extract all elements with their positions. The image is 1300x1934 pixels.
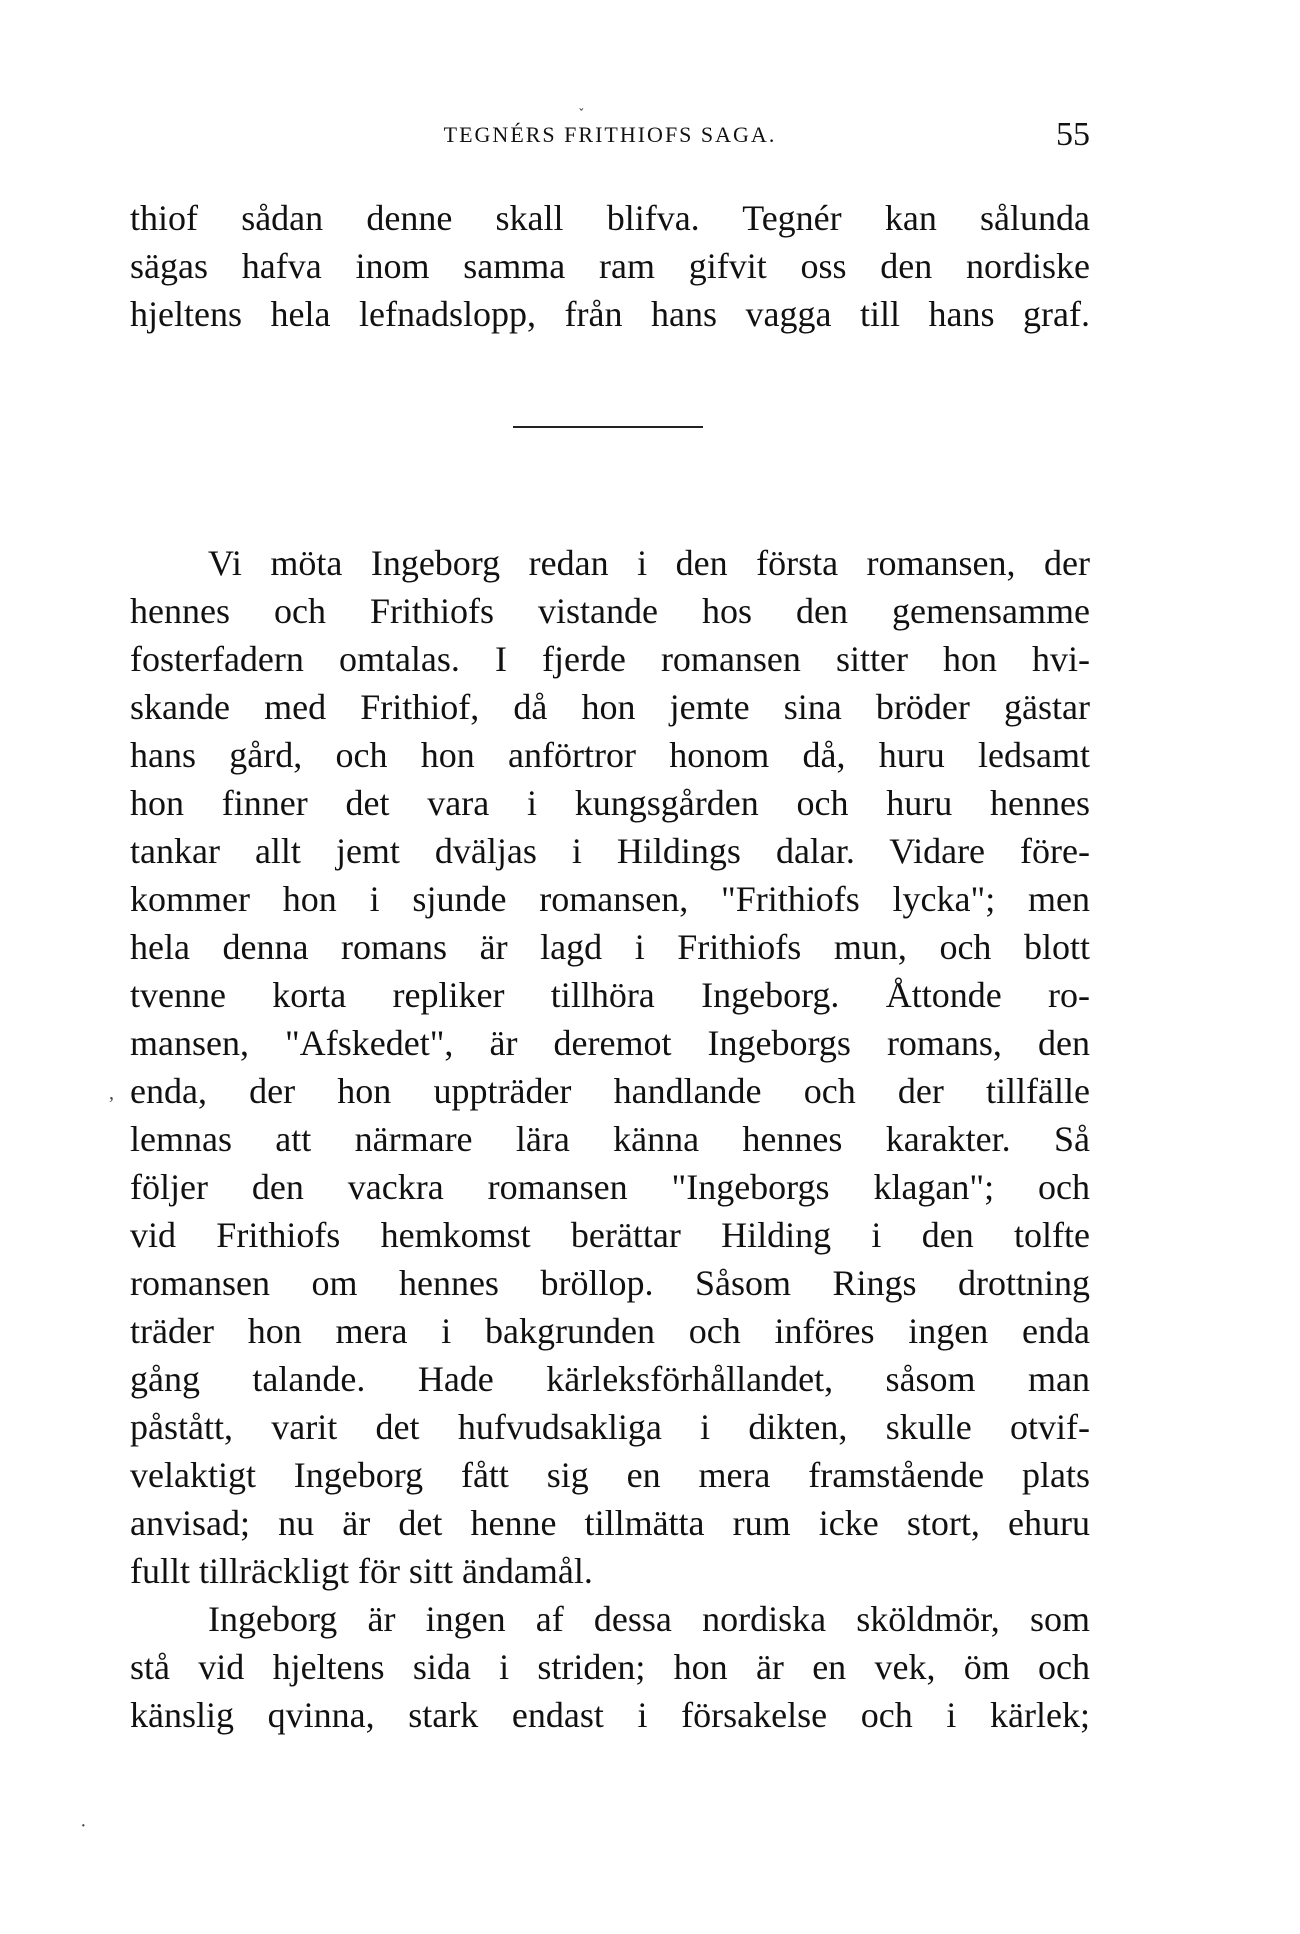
text-line: skande med Frithiof, då hon jemte sina bröder gästar bbox=[130, 687, 1090, 727]
text-line: hela denna romans är lagd i Frithiofs mun, och blott bbox=[130, 927, 1090, 967]
text-line: fullt tillräckligt för sitt ändamål. bbox=[130, 1551, 593, 1591]
text-line: romansen om hennes bröllop. Såsom Rings drottning bbox=[130, 1263, 1090, 1303]
text-line: känslig qvinna, stark endast i försakelse och i kärlek; bbox=[130, 1695, 1090, 1735]
text-line: vid Frithiofs hemkomst berättar Hilding i den tolfte bbox=[130, 1215, 1090, 1255]
text-line: kommer hon i sjunde romansen, "Frithiofs lycka"; men bbox=[130, 879, 1090, 919]
text-line: fosterfadern omtalas. I fjerde romansen sitter hon hvi- bbox=[130, 639, 1090, 679]
text-line: stå vid hjeltens sida i striden; hon är en vek, öm och bbox=[130, 1647, 1090, 1687]
text-line: velaktigt Ingeborg fått sig en mera framstående plats bbox=[130, 1455, 1090, 1495]
running-title: TEGNÉRS FRITHIOFS SAGA. bbox=[443, 122, 777, 147]
text-line: hon finner det vara i kungsgården och huru hennes bbox=[130, 783, 1090, 823]
text-line: anvisad; nu är det henne tillmätta rum icke stort, ehuru bbox=[130, 1503, 1090, 1543]
paragraph-first-line: Ingeborg är ingen af dessa nordiska sköldmör, som bbox=[208, 1599, 1090, 1639]
text-line: träder hon mera i bakgrunden och införes ingen enda bbox=[130, 1311, 1090, 1351]
print-speck: · bbox=[80, 1815, 87, 1837]
text-line: följer den vackra romansen "Ingeborgs klagan"; och bbox=[130, 1167, 1090, 1207]
text-line: sägas hafva inom samma ram gifvit oss den nordiske bbox=[130, 246, 1090, 286]
text-line: enda, der hon uppträder handlande och der tillfälle bbox=[130, 1071, 1090, 1111]
page-number: 55 bbox=[1056, 116, 1090, 153]
text-line: hennes och Frithiofs vistande hos den gemensamme bbox=[130, 591, 1090, 631]
text-line: hjeltens hela lefnadslopp, från hans vagga till hans graf. bbox=[130, 294, 1090, 334]
text-line: påstått, varit det hufvudsakliga i dikten, skulle otvif- bbox=[130, 1407, 1090, 1447]
paragraph-first-line: Vi möta Ingeborg redan i den första romansen, der bbox=[208, 543, 1090, 583]
text-line: tvenne korta repliker tillhöra Ingeborg. Åttonde ro- bbox=[130, 975, 1090, 1015]
running-header bbox=[130, 116, 1090, 162]
text-line: lemnas att närmare lära känna hennes karakter. Så bbox=[130, 1119, 1090, 1159]
section-divider bbox=[513, 426, 703, 428]
text-line: gång talande. Hade kärleksförhållandet, såsom man bbox=[130, 1359, 1090, 1399]
text-line: tankar allt jemt dväljas i Hildings dalar. Vidare före- bbox=[130, 831, 1090, 871]
print-speck: ˯ bbox=[578, 90, 585, 112]
text-line: thiof sådan denne skall blifva. Tegnér kan sålunda bbox=[130, 198, 1090, 238]
text-line: hans gård, och hon anförtror honom då, huru ledsamt bbox=[130, 735, 1090, 775]
text-line: mansen, "Afskedet", är deremot Ingeborgs romans, den bbox=[130, 1023, 1090, 1063]
print-speck: , bbox=[109, 1082, 114, 1104]
